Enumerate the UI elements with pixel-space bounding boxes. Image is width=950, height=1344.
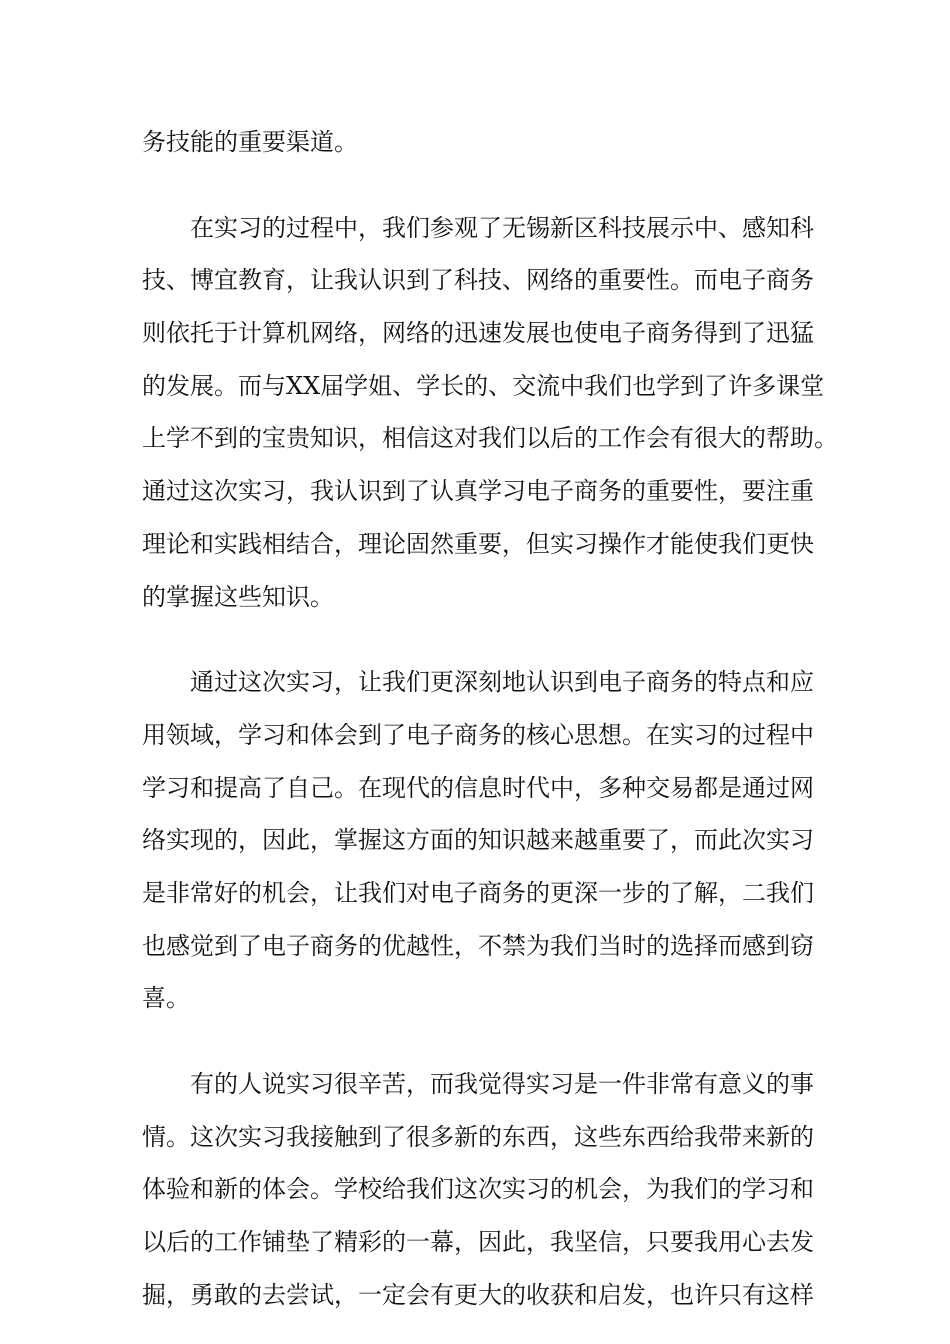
paragraph-line: 情。这次实习我接触到了很多新的东西，这些东西给我带来新的 bbox=[142, 1122, 814, 1151]
paragraph-line: 的发展。而与XX届学姐、学长的、交流中我们也学到了许多课堂 bbox=[142, 371, 825, 400]
paragraph bbox=[142, 1058, 822, 1321]
paragraph-line: 喜。 bbox=[142, 984, 190, 1013]
paragraph bbox=[142, 116, 822, 169]
paragraph-line: 的掌握这些知识。 bbox=[142, 582, 334, 611]
paragraph-line: 理论和实践相结合，理论固然重要，但实习操作才能使我们更快 bbox=[142, 529, 814, 558]
paragraph-line: 通过这次实习，我认识到了认真学习电子商务的重要性，要注重 bbox=[142, 477, 814, 506]
paragraph-line: 有的人说实习很辛苦，而我觉得实习是一件非常有意义的事 bbox=[190, 1070, 814, 1098]
paragraph-gap bbox=[142, 623, 822, 656]
paragraph-line: 也感觉到了电子商务的优越性，不禁为我们当时的选择而感到窃 bbox=[142, 931, 814, 960]
paragraph-line: 务技能的重要渠道。 bbox=[142, 128, 358, 156]
paragraph-line: 在实习的过程中，我们参观了无锡新区科技展示中、感知科 bbox=[190, 213, 814, 242]
paragraph bbox=[142, 202, 838, 624]
paragraph-line: 是非常好的机会，让我们对电子商务的更深一步的了解，二我们 bbox=[142, 878, 814, 907]
paragraph-line: 通过这次实习，让我们更深刻地认识到电子商务的特点和应 bbox=[190, 668, 814, 697]
paragraph-line: 用领域，学习和体会到了电子商务的核心思想。在实习的过程中 bbox=[142, 720, 814, 749]
paragraph-line: 掘，勇敢的去尝试，一定会有更大的收获和启发，也许只有这样 bbox=[142, 1280, 814, 1309]
paragraph-line: 络实现的，因此，掌握这方面的知识越来越重要了，而此次实习 bbox=[142, 826, 814, 855]
paragraph bbox=[142, 656, 822, 1025]
paragraph-line: 则依托于计算机网络，网络的迅速发展也使电子商务得到了迅猛 bbox=[142, 319, 814, 348]
document-body bbox=[142, 116, 838, 1321]
paragraph-line: 体验和新的体会。学校给我们这次实习的机会，为我们的学习和 bbox=[142, 1175, 814, 1204]
paragraph-line: 技、博宜教育，让我认识到了科技、网络的重要性。而电子商务 bbox=[142, 266, 814, 295]
paragraph-gap bbox=[142, 169, 822, 202]
paragraph-line: 上学不到的宝贵知识，相信这对我们以后的工作会有很大的帮助。 bbox=[142, 424, 838, 453]
paragraph-gap bbox=[142, 1025, 822, 1058]
paragraph-line: 学习和提高了自己。在现代的信息时代中，多种交易都是通过网 bbox=[142, 773, 814, 802]
paragraph-line: 以后的工作铺垫了精彩的一幕，因此，我坚信，只要我用心去发 bbox=[142, 1228, 814, 1257]
